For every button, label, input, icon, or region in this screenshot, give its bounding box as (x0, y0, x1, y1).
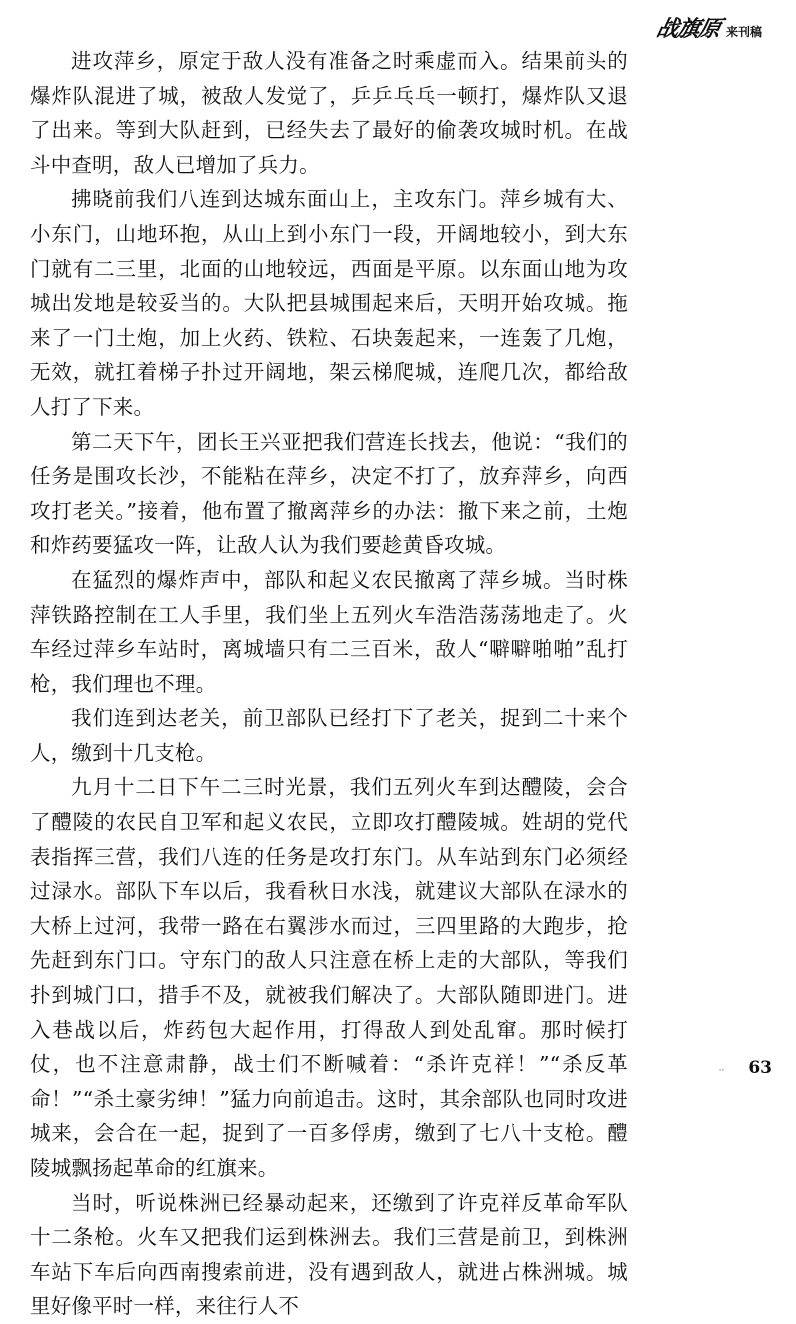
paragraph: 我们连到达老关，前卫部队已经打下了老关，捉到二十来个人，缴到十几支枪。 (30, 706, 628, 765)
paragraph: 第二天下午，团长王兴亚把我们营连长找去，他说：“我们的任务是围攻长沙，不能粘在萍乡，决定不打了，放弃萍乡，向西攻打老关。”接着，他布置了撤离萍乡的办法：撤下来之前，土炮和炸药要猛攻一阵，让敌人认为我们要趁黄昏攻城。 (30, 429, 628, 558)
masthead (653, 12, 762, 43)
footer-mark: ·· (718, 1066, 725, 1076)
masthead-logo: 战旗原 (653, 16, 723, 42)
article-body (30, 44, 628, 1324)
paragraph: 当时，听说株洲已经暴动起来，还缴到了许克祥反革命军队十二条枪。火车又把我们运到株洲去。我们三营是前卫，到株洲车站下车后向西南搜索前进，没有遇到敌人，就进占株洲城。城里好像平时一样，来往行人不 (30, 1190, 628, 1319)
page-footer (719, 1058, 772, 1078)
paragraph: 拂晓前我们八连到达城东面山上，主攻东门。萍乡城有大、小东门，山地环抱，从山上到小东门一段，开阔地较小，到大东门就有二三里，北面的山地较远，西面是平原。以东面山地为攻城出发地是较妥当的。大队把县城围起来后，天明开始攻城。拖来了一门土炮，加上火药、铁粒、石块轰起来，一连轰了几炮，无效，就扛着梯子扑过开阔地，架云梯爬城，连爬几次，都给敌人打了下来。 (30, 187, 628, 419)
paragraph: 进攻萍乡，原定于敌人没有准备之时乘虚而入。结果前头的爆炸队混进了城，被敌人发觉了，乒乒乓乓一顿打，爆炸队又退了出来。等到大队赶到，已经失去了最好的偷袭攻城时机。在战斗中查明，敌人已增加了兵力。 (30, 49, 628, 177)
paragraph: 在猛烈的爆炸声中，部队和起义农民撤离了萍乡城。当时株萍铁路控制在工人手里，我们坐上五列火车浩浩荡荡地走了。火车经过萍乡车站时，离城墙只有二三百米，敌人“噼噼啪啪”乱打枪，我们理也不理。 (30, 567, 628, 696)
masthead-subtitle: 来刊稿 (725, 25, 762, 39)
paragraph: 九月十二日下午二三时光景，我们五列火车到达醴陵，会合了醴陵的农民自卫军和起义农民，立即攻打醴陵城。姓胡的党代表指挥三营，我们八连的任务是攻打东门。从车站到东门必须经过渌水。部队下车以后，我看秋日水浅，就建议大部队在渌水的大桥上过河，我带一路在右翼涉水而过，三四里路的大跑步，抢先赶到东门口。守东门的敌人只注意在桥上走的大部队，等我们扑到城门口，措手不及，就被我们解决了。大部队随即进门。进入巷战以后，炸药包大起作用，打得敌人到处乱窜。那时候打仗，也不注意肃静，战士们不断喊着：“杀许克祥！”“杀反革命！”“杀土豪劣绅！”猛力向前追击。这时，其余部队也同时攻进城来，会合在一起，捉到了一百多俘虏，缴到了七八十支枪。醴陵城飘扬起革命的红旗来。 (30, 775, 628, 1180)
page-number: 63 (748, 1058, 772, 1078)
